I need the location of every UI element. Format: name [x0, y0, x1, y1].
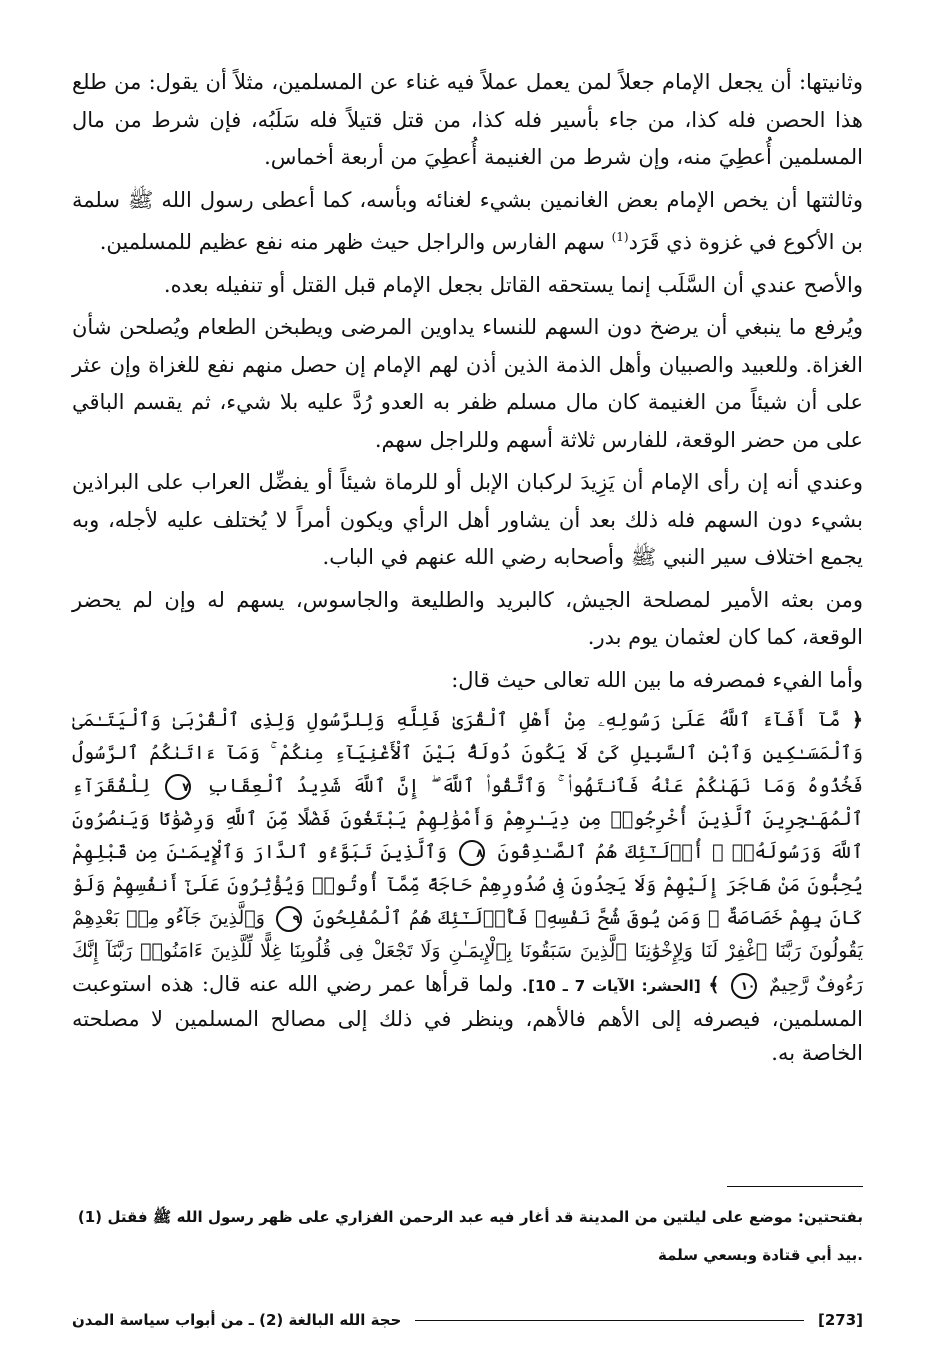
paragraph-third-type-text-b: سهم الفارس والراجل حيث ظهر منه نفع عظيم للمسلمين.: [99, 230, 612, 254]
ayah-number-10: ١٠: [731, 973, 757, 999]
quran-open-brace: ﴿: [851, 709, 863, 731]
quran-close-brace: ﴾: [708, 974, 720, 996]
quran-ayah-7: مَّآ أَفَآءَ ٱللَّهُ عَلَىٰ رَسُولِهِۦ مِنْ أَهْلِ ٱلْقُرَىٰ فَلِلَّهِ وَلِلرَّسُولِ وَلِذِى ٱلْقُرْبَىٰ وَٱلْيَتَـٰمَىٰ وَٱلْمَسَـٰكِينِ وَٱبْنِ ٱلسَّبِيلِ كَىْ لَا يَكُونَ دُولَةًۢ بَيْنَ ٱلْأَغْنِيَآءِ مِنكُمْ ۚ وَمَآ ءَاتَىٰكُمُ ٱلرَّسُولُ فَخُذُوهُ وَمَا نَهَىٰكُمْ عَنْهُ فَٱنتَهُوا۟ ۚ وَٱتَّقُوا۟ ٱللَّهَ ۖ إِنَّ ٱللَّهَ شَدِيدُ ٱلْعِقَابِ: [72, 709, 864, 797]
quran-ayah-10: وَٱلَّذِينَ جَآءُو مِنۢ بَعْدِهِمْ يَقُولُونَ رَبَّنَا ٱغْفِرْ لَنَا وَلِإِخْوَٰنِنَا ٱلَّذِينَ سَبَقُونَا بِٱلْإِيمَـٰنِ وَلَا تَجْعَلْ فِى قُلُوبِنَا غِلًّا لِّلَّذِينَ ءَامَنُوا۟ رَبَّنَآ إِنَّكَ رَءُوفٌ رَّحِيمٌ: [72, 907, 863, 996]
paragraph-imam-opinion: وعندي أنه إن رأى الإمام أن يَزِيدَ لركبان الإبل أو للرماة شيئاً أو يفضِّل العراب على البراذين بشيء دون السهم فله ذلك بعد أن يشاور أهل الرأي ويكون أمراً لا يُختلف عليه لأجله، وبه يجمع اختلاف سير النبي ﷺ وأصحابه رضي الله عنهم في الباب.: [72, 470, 863, 569]
quran-ayah-9: وَٱلَّذِينَ تَبَوَّءُو ٱلدَّارَ وَٱلْإِيمَـٰنَ مِن قَبْلِهِمْ يُحِبُّونَ مَنْ هَاجَرَ إِلَيْهِمْ وَلَا يَجِدُونَ فِى صُدُورِهِمْ حَاجَةً مِّمَّآ أُوتُوا۟ وَيُؤْثِرُونَ عَلَىٰٓ أَنفُسِهِمْ وَلَوْ كَانَ بِهِمْ خَصَاصَةٌ ۚ وَمَن يُوقَ شُحَّ نَفْسِهِۦ فَأُو۟لَـٰٓئِكَ هُمُ ٱلْمُفْلِحُونَ: [72, 841, 863, 929]
paragraph-umar-comment: . ولما قرأها عمر رضي الله عنه قال: هذه استوعبت المسلمين، فيصرفه إلى الأهم فالأهم، وينظر في ذلك إلى مصالح المسلمين لا مصلحته الخاصة به.: [72, 972, 863, 1065]
quran-ayah-8: لِلْفُقَرَآءِ ٱلْمُهَـٰجِرِينَ ٱلَّذِينَ أُخْرِجُوا۟ مِن دِيَـٰرِهِمْ وَأَمْوَٰلِهِمْ يَبْتَغُونَ فَضْلًا مِّنَ ٱللَّهِ وَرِضْوَٰنًا وَيَنصُرُونَ ٱللَّهَ وَرَسُولَهُۥٓ ۚ أُو۟لَـٰٓئِكَ هُمُ ٱلصَّـٰدِقُونَ: [72, 775, 863, 863]
paragraph-third-type-text-a: وثالثتها أن يخص الإمام بعض الغانمين بشيء لغنائه وبأسه، كما أعطى رسول الله ﷺ سلمة بن الأكوع في غزوة ذي قَرَد: [72, 187, 863, 254]
footnote-text: بفتحتين: موضع على ليلتين من المدينة قد أغار فيه عبد الرحمن الفزاري على ظهر رسول الله ﷺ فقتل بيد أبي قتادة وبسعي سلمة.: [107, 1208, 863, 1264]
paragraph-salab: والأصح عندي أن السَّلَب إنما يستحقه القاتل بجعل الإمام قبل القتل أو تنفيله بعده.: [163, 272, 863, 297]
ayah-number-7: ٧: [165, 774, 191, 800]
footnote-number: (1): [77, 1208, 102, 1226]
footnote-marker[interactable]: (1): [611, 230, 629, 244]
ayah-number-9: ٩: [276, 906, 302, 932]
paragraph-envoy: ومن بعثه الأمير لمصلحة الجيش، كالبريد والطليعة والجاسوس، يسهم له وإن لم يحضر الوقعة، كما كان لعثمان يوم بدر.: [72, 587, 863, 649]
paragraph-fay-intro: وأما الفيء فمصرفه ما بين الله تعالى حيث قال:: [451, 667, 863, 692]
footnote: [72, 1198, 863, 1274]
quran-quotation: [72, 704, 863, 1071]
footnote-separator: [727, 1186, 863, 1187]
quran-citation: [الحشر: الآيات 7 ـ 10]: [528, 977, 701, 995]
running-title: حجة الله البالغة (2) ـ من أبواب سياسة المدن: [72, 1311, 402, 1329]
paragraph-second-type: وثانيتها: أن يجعل الإمام جعلاً لمن يعمل عملاً فيه غناء عن المسلمين، مثلاً أن يقول: من طلع هذا الحصن فله كذا، من جاء بأسير فله كذا، من قتل قتيلاً فله سَلَبُه، فإن شرط من مال المسلمين أُعطِيَ منه، وإن شرط من الغنيمة أُعطِيَ من أربعة أخماس.: [72, 70, 863, 169]
page-footer: [72, 1305, 863, 1335]
footer-rule: [415, 1320, 804, 1321]
page-number: [273]: [817, 1311, 863, 1329]
paragraph-radkh: ويُرفع ما ينبغي أن يرضخ دون السهم للنساء يداوين المرضى ويطبخن الطعام ويُصلحن شأن الغزاة. وللعبيد والصبيان وأهل الذمة الذين أذن لهم الإمام إن حصل منهم نفع للغزاة وإن عثر على أن شيئاً من الغنيمة كان مال مسلم ظفر به العدو رُدَّ عليه بلا شيء، ثم يقسم الباقي على من حضر الوقعة، للفارس ثلاثة أسهم وللراجل سهم.: [72, 315, 863, 452]
paragraph-third-type: [72, 182, 863, 262]
ayah-number-8: ٨: [459, 840, 485, 866]
